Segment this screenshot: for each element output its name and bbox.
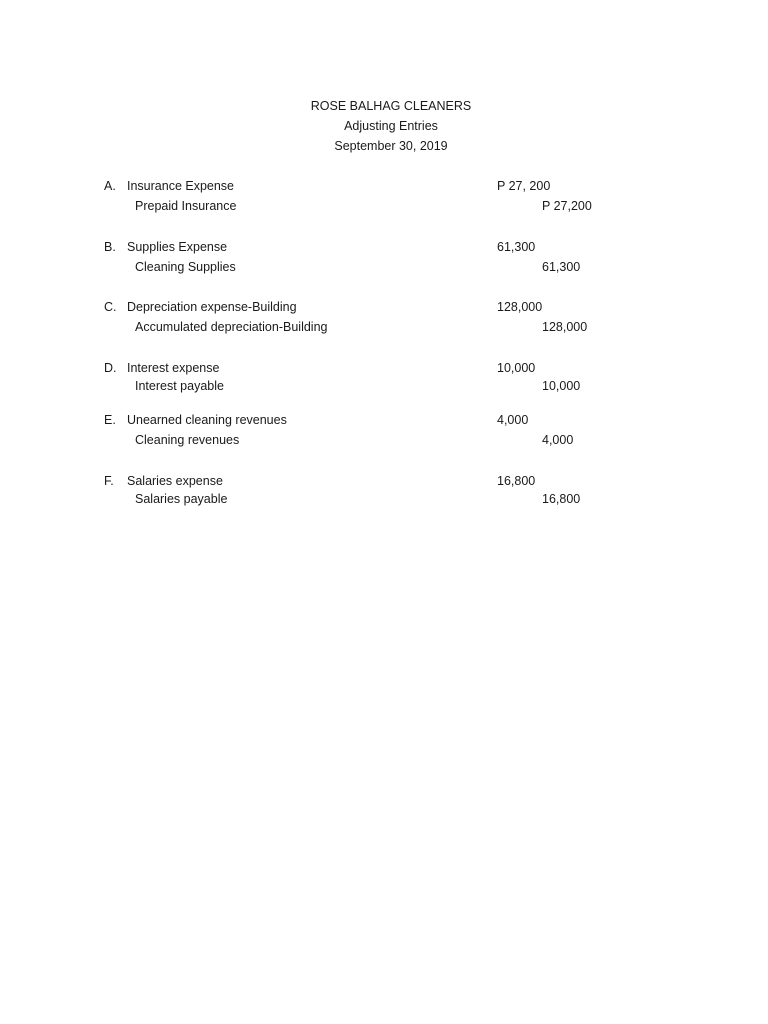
credit-account: Salaries payable [135, 492, 228, 506]
document-header [0, 96, 768, 156]
company-name: ROSE BALHAG CLEANERS [310, 99, 472, 113]
credit-account: Accumulated depreciation-Building [135, 320, 328, 334]
entry-b-credit-line [0, 258, 768, 276]
debit-account: Salaries expense [127, 474, 223, 488]
entry-letter: D. [104, 361, 117, 375]
debit-amount: 4,000 [497, 413, 529, 427]
debit-account: Interest expense [127, 361, 220, 375]
entry-c-credit-line [0, 318, 768, 336]
entry-letter: F. [104, 474, 114, 488]
entry-e-credit-line [0, 431, 768, 449]
entry-f-debit-line [0, 472, 768, 490]
credit-account: Cleaning Supplies [135, 260, 236, 274]
credit-account: Interest payable [135, 379, 224, 393]
debit-amount: 16,800 [497, 474, 536, 488]
debit-amount: P 27, 200 [497, 179, 551, 193]
entry-c-debit-line [0, 298, 768, 316]
debit-account: Insurance Expense [127, 179, 235, 193]
debit-account: Depreciation expense-Building [127, 300, 297, 314]
debit-amount: 10,000 [497, 361, 536, 375]
entry-d-debit-line [0, 359, 768, 377]
entry-b-debit-line [0, 238, 768, 256]
debit-amount: 61,300 [497, 240, 536, 254]
entry-e-debit-line [0, 411, 768, 429]
credit-amount: 16,800 [542, 492, 581, 506]
credit-amount: 128,000 [542, 320, 588, 334]
credit-account: Cleaning revenues [135, 433, 240, 447]
credit-amount: 61,300 [542, 260, 581, 274]
credit-amount: P 27,200 [542, 199, 592, 213]
debit-account: Supplies Expense [127, 240, 228, 254]
entry-letter: C. [104, 300, 117, 314]
credit-account: Prepaid Insurance [135, 199, 237, 213]
entry-f-credit-line [0, 490, 768, 508]
debit-amount: 128,000 [497, 300, 543, 314]
entry-letter: A. [104, 179, 116, 193]
entry-letter: B. [104, 240, 116, 254]
debit-account: Unearned cleaning revenues [127, 413, 287, 427]
document-title: Adjusting Entries [344, 119, 438, 133]
document-date: September 30, 2019 [334, 139, 448, 153]
entry-a-debit-line [0, 177, 768, 195]
credit-amount: 10,000 [542, 379, 581, 393]
entry-d-credit-line [0, 377, 768, 395]
credit-amount: 4,000 [542, 433, 574, 447]
entry-letter: E. [104, 413, 116, 427]
entry-a-credit-line [0, 197, 768, 215]
